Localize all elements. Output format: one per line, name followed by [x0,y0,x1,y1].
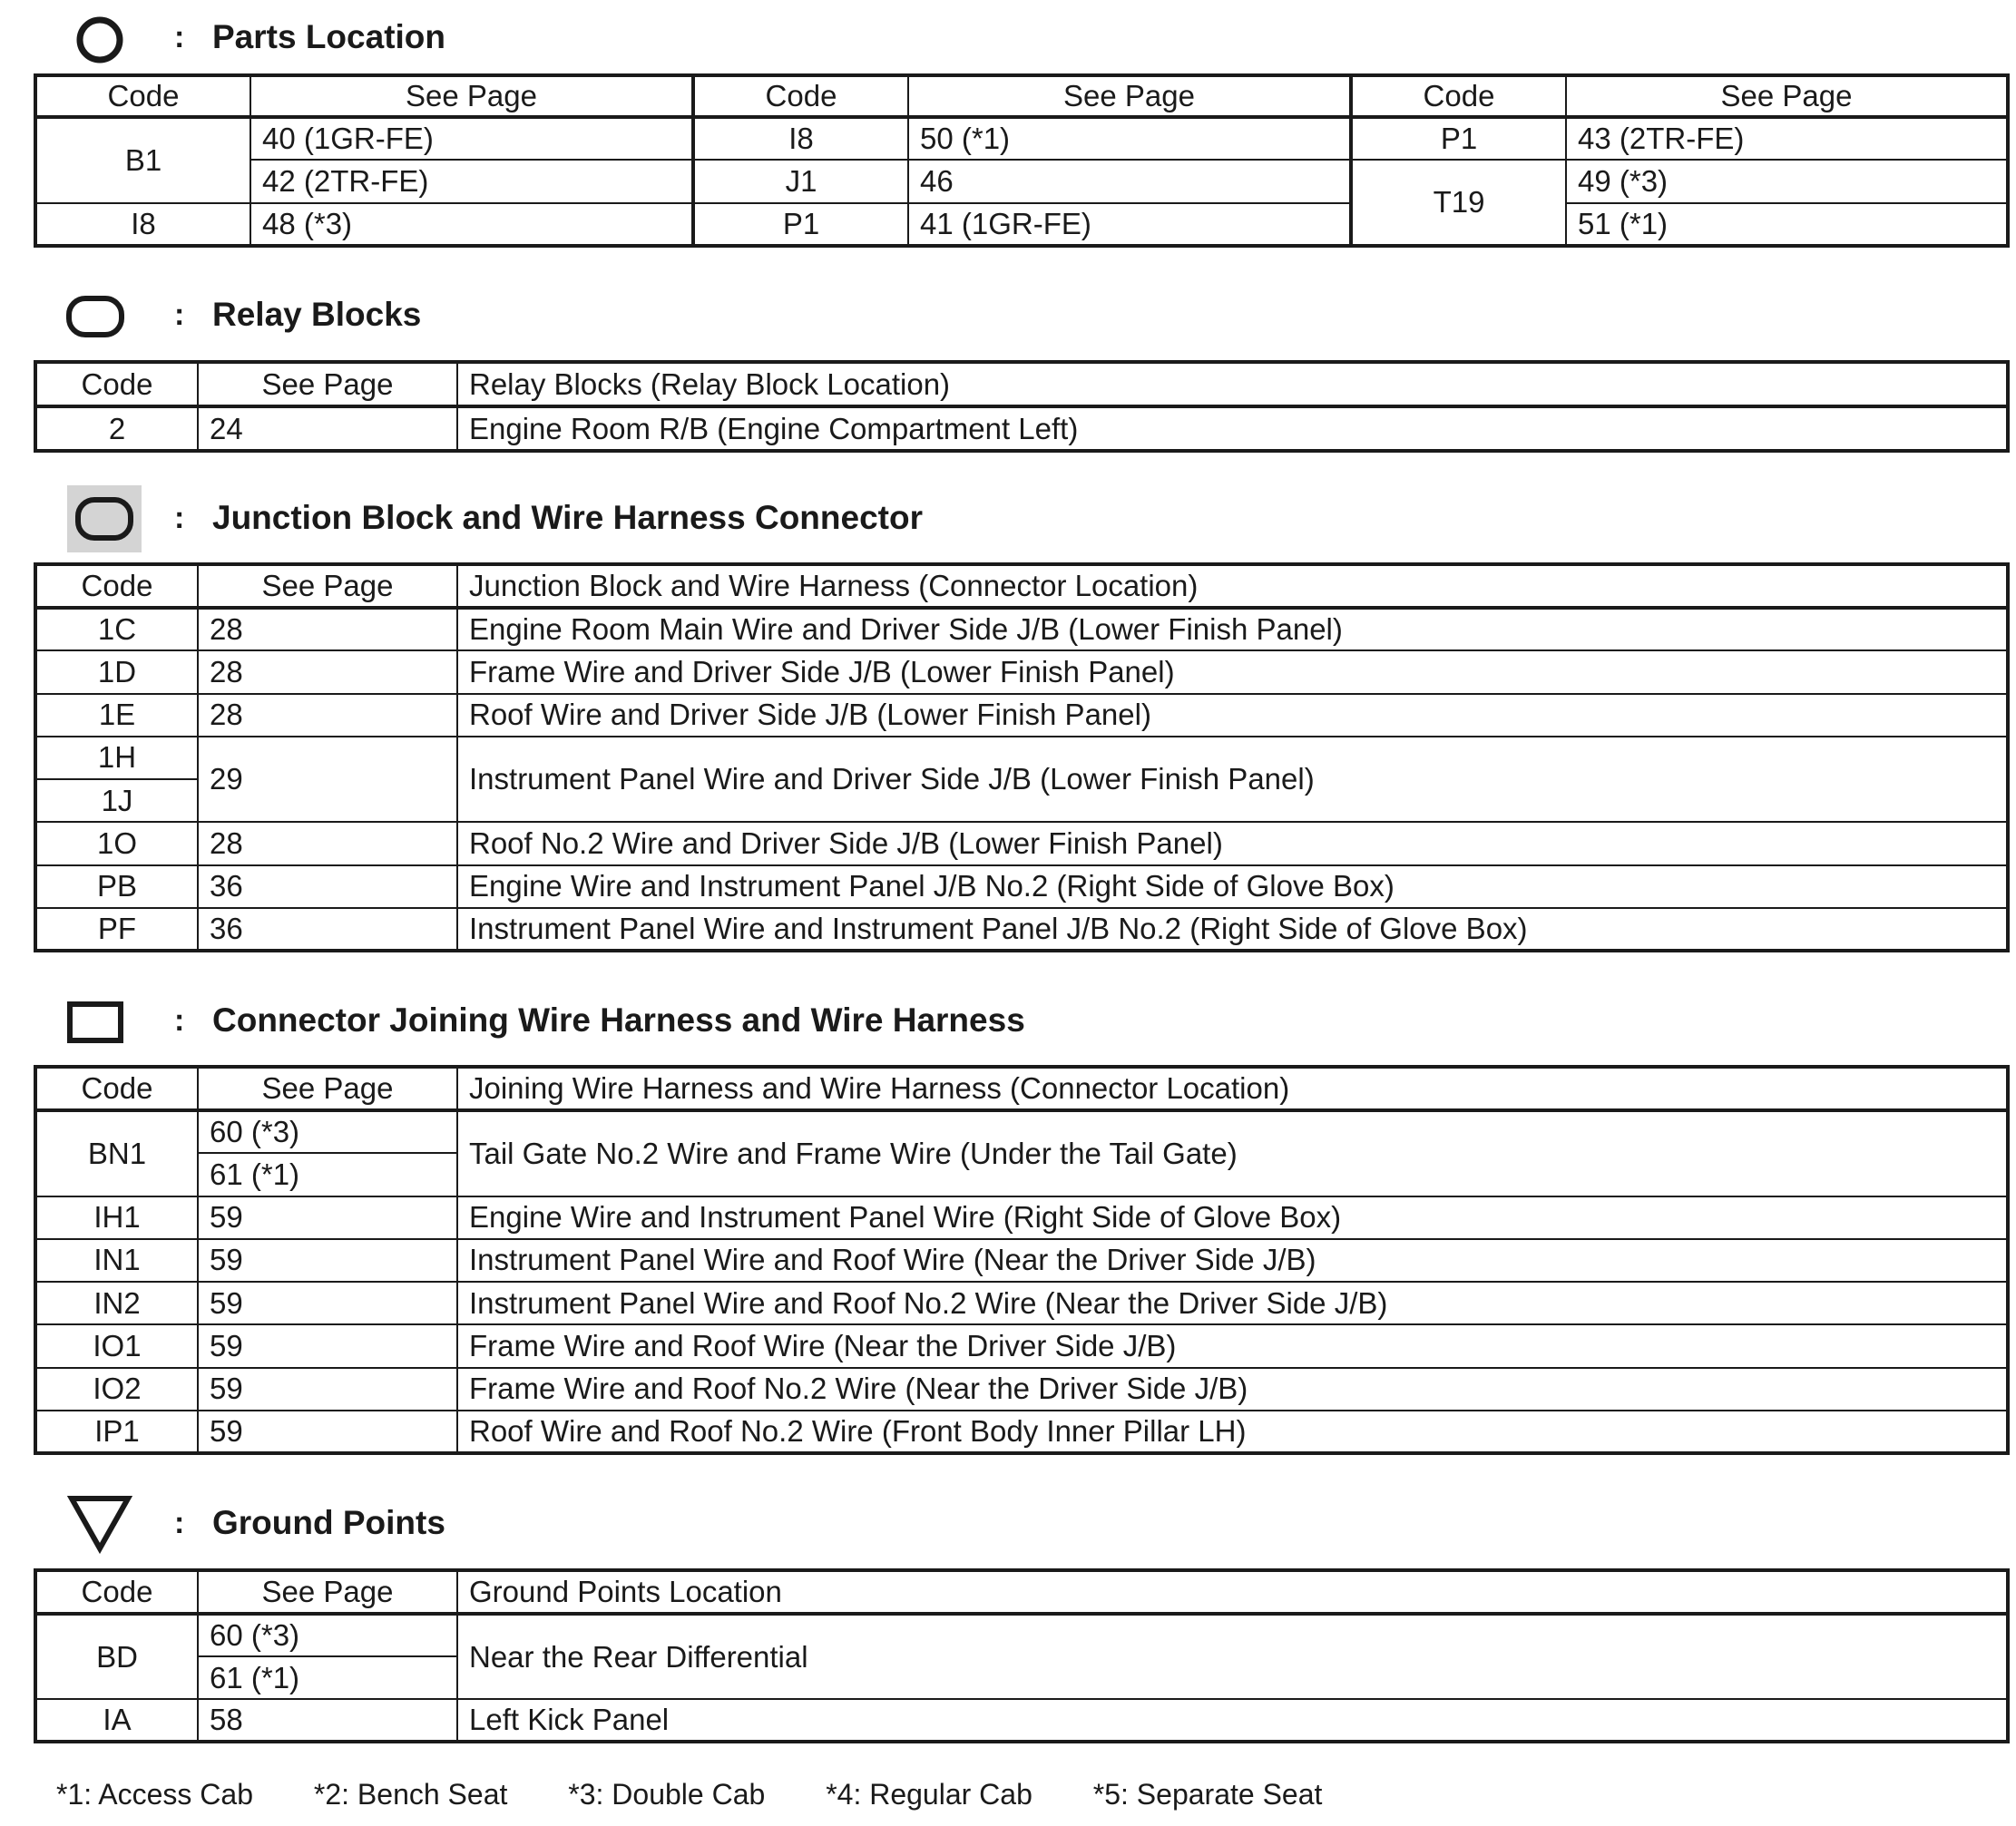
column-header: Code [1351,75,1566,117]
location-cell: Roof No.2 Wire and Driver Side J/B (Lower Finish Panel) [457,822,2008,864]
code-cell: 1C [35,608,198,650]
page-cell: 58 [198,1699,457,1742]
code-cell: T19 [1351,160,1566,246]
triangle-down-icon [67,1494,132,1554]
connector-table [34,1065,2010,1455]
page-cell: 28 [198,650,457,693]
footnote: *1: Access Cab [56,1778,253,1811]
column-header: Code [35,1067,198,1110]
table-row [35,1368,2008,1411]
shaded-rounded-rect-icon [67,485,142,552]
table-row [35,160,2008,202]
footnote: *5: Separate Seat [1092,1778,1323,1811]
section-title: Parts Location [212,18,445,55]
section-title: Connector Joining Wire Harness and Wire Harness [212,1001,1025,1039]
page-cell: 41 (1GR-FE) [908,203,1351,246]
code-cell: J1 [693,160,908,202]
page-cell: 60 (*3) [198,1614,457,1656]
location-cell: Engine Room Main Wire and Driver Side J/B (Lower Finish Panel) [457,608,2008,650]
section-colon: : [174,1003,185,1038]
section-colon: : [174,298,185,332]
column-header: See Page [250,75,693,117]
page-cell: 59 [198,1196,457,1239]
table-header-row [35,1067,2008,1110]
page-cell: 59 [198,1282,457,1324]
page-cell: 59 [198,1239,457,1282]
page-cell: 42 (2TR-FE) [250,160,693,202]
rounded-rect-icon [65,295,125,338]
section-title: Junction Block and Wire Harness Connector [212,499,923,536]
table-row [35,608,2008,650]
location-cell: Instrument Panel Wire and Instrument Panel J/B No.2 (Right Side of Glove Box) [457,908,2008,951]
code-cell: IO1 [35,1324,198,1367]
section-title: Ground Points [212,1504,445,1541]
table-row [35,1614,2008,1656]
code-cell: I8 [35,203,250,246]
code-cell: 2 [35,406,198,451]
page-cell: 59 [198,1324,457,1367]
column-header: Ground Points Location [457,1570,2008,1614]
table-row [35,737,2008,779]
page-cell: 46 [908,160,1351,202]
table-row [35,1282,2008,1324]
table-row [35,1411,2008,1453]
table-row [35,650,2008,693]
column-header: Joining Wire Harness and Wire Harness (Connector Location) [457,1067,2008,1110]
code-cell: 1E [35,694,198,737]
location-cell: Engine Wire and Instrument Panel Wire (Right Side of Glove Box) [457,1196,2008,1239]
table-row [35,865,2008,908]
page-cell: 43 (2TR-FE) [1566,117,2008,160]
section-colon: : [174,501,185,535]
footnote: *2: Bench Seat [313,1778,508,1811]
page-cell: 50 (*1) [908,117,1351,160]
column-header: See Page [198,362,457,406]
table-header-row [35,564,2008,608]
code-cell: IN1 [35,1239,198,1282]
column-header: Code [35,1570,198,1614]
column-header: See Page [1566,75,2008,117]
circle-icon [74,15,125,65]
code-cell: IA [35,1699,198,1742]
page-cell: 59 [198,1411,457,1453]
location-cell: Engine Wire and Instrument Panel J/B No.2 (Right Side of Glove Box) [457,865,2008,908]
page-cell: 28 [198,822,457,864]
location-cell: Instrument Panel Wire and Driver Side J/B (Lower Finish Panel) [457,737,2008,822]
location-cell: Instrument Panel Wire and Roof Wire (Near the Driver Side J/B) [457,1239,2008,1282]
parts-location-table [34,73,2010,248]
code-cell: IN2 [35,1282,198,1324]
table-header-row [35,75,2008,117]
code-cell: BD [35,1614,198,1699]
ground-points-table [34,1568,2010,1743]
page-cell: 29 [198,737,457,822]
rectangle-icon [67,1001,123,1043]
location-cell: Frame Wire and Roof Wire (Near the Driver Side J/B) [457,1324,2008,1367]
code-cell: 1D [35,650,198,693]
code-cell: 1H [35,737,198,779]
page-cell: 48 (*3) [250,203,693,246]
table-header-row [35,1570,2008,1614]
location-cell: Roof Wire and Roof No.2 Wire (Front Body Inner Pillar LH) [457,1411,2008,1453]
page-cell: 51 (*1) [1566,203,2008,246]
section-colon: : [174,20,185,54]
location-cell: Tail Gate No.2 Wire and Frame Wire (Under the Tail Gate) [457,1110,2008,1196]
page-cell: 59 [198,1368,457,1411]
relay-blocks-table [34,360,2010,453]
code-cell: IP1 [35,1411,198,1453]
page-cell: 49 (*3) [1566,160,2008,202]
table-row [35,1239,2008,1282]
column-header: Code [693,75,908,117]
section-title: Relay Blocks [212,296,422,333]
table-row [35,1110,2008,1153]
column-header: Code [35,362,198,406]
page-cell: 40 (1GR-FE) [250,117,693,160]
column-header: Junction Block and Wire Harness (Connector Location) [457,564,2008,608]
code-cell: P1 [693,203,908,246]
table-row [35,694,2008,737]
column-header: See Page [198,1570,457,1614]
column-header: Relay Blocks (Relay Block Location) [457,362,2008,406]
code-cell: 1O [35,822,198,864]
column-header: See Page [198,564,457,608]
table-row [35,822,2008,864]
code-cell: P1 [1351,117,1566,160]
location-cell: Engine Room R/B (Engine Compartment Left) [457,406,2008,451]
column-header: Code [35,564,198,608]
location-cell: Left Kick Panel [457,1699,2008,1742]
location-cell: Roof Wire and Driver Side J/B (Lower Finish Panel) [457,694,2008,737]
table-row [35,117,2008,160]
code-cell: BN1 [35,1110,198,1196]
column-header: See Page [908,75,1351,117]
page-cell: 24 [198,406,457,451]
page-cell: 61 (*1) [198,1153,457,1196]
section-colon: : [174,1506,185,1540]
column-header: Code [35,75,250,117]
code-cell: IH1 [35,1196,198,1239]
code-cell: 1J [35,779,198,822]
code-cell: PF [35,908,198,951]
code-cell: B1 [35,117,250,203]
code-cell: I8 [693,117,908,160]
column-header: See Page [198,1067,457,1110]
code-cell: PB [35,865,198,908]
location-cell: Frame Wire and Roof No.2 Wire (Near the Driver Side J/B) [457,1368,2008,1411]
table-row [35,203,2008,246]
table-header-row [35,362,2008,406]
page-cell: 36 [198,908,457,951]
table-row [35,1324,2008,1367]
page-cell: 28 [198,608,457,650]
table-row [35,1196,2008,1239]
footnote: *4: Regular Cab [826,1778,1032,1811]
table-row [35,406,2008,451]
location-cell: Instrument Panel Wire and Roof No.2 Wire (Near the Driver Side J/B) [457,1282,2008,1324]
table-row [35,1699,2008,1742]
table-row [35,908,2008,951]
page-cell: 28 [198,694,457,737]
location-cell: Near the Rear Differential [457,1614,2008,1699]
code-cell: IO2 [35,1368,198,1411]
junction-block-table [34,562,2010,952]
page-cell: 60 (*3) [198,1110,457,1153]
page-cell: 61 (*1) [198,1656,457,1699]
footnote: *3: Double Cab [568,1778,766,1811]
location-cell: Frame Wire and Driver Side J/B (Lower Finish Panel) [457,650,2008,693]
page-cell: 36 [198,865,457,908]
footnotes [56,1778,1375,1811]
